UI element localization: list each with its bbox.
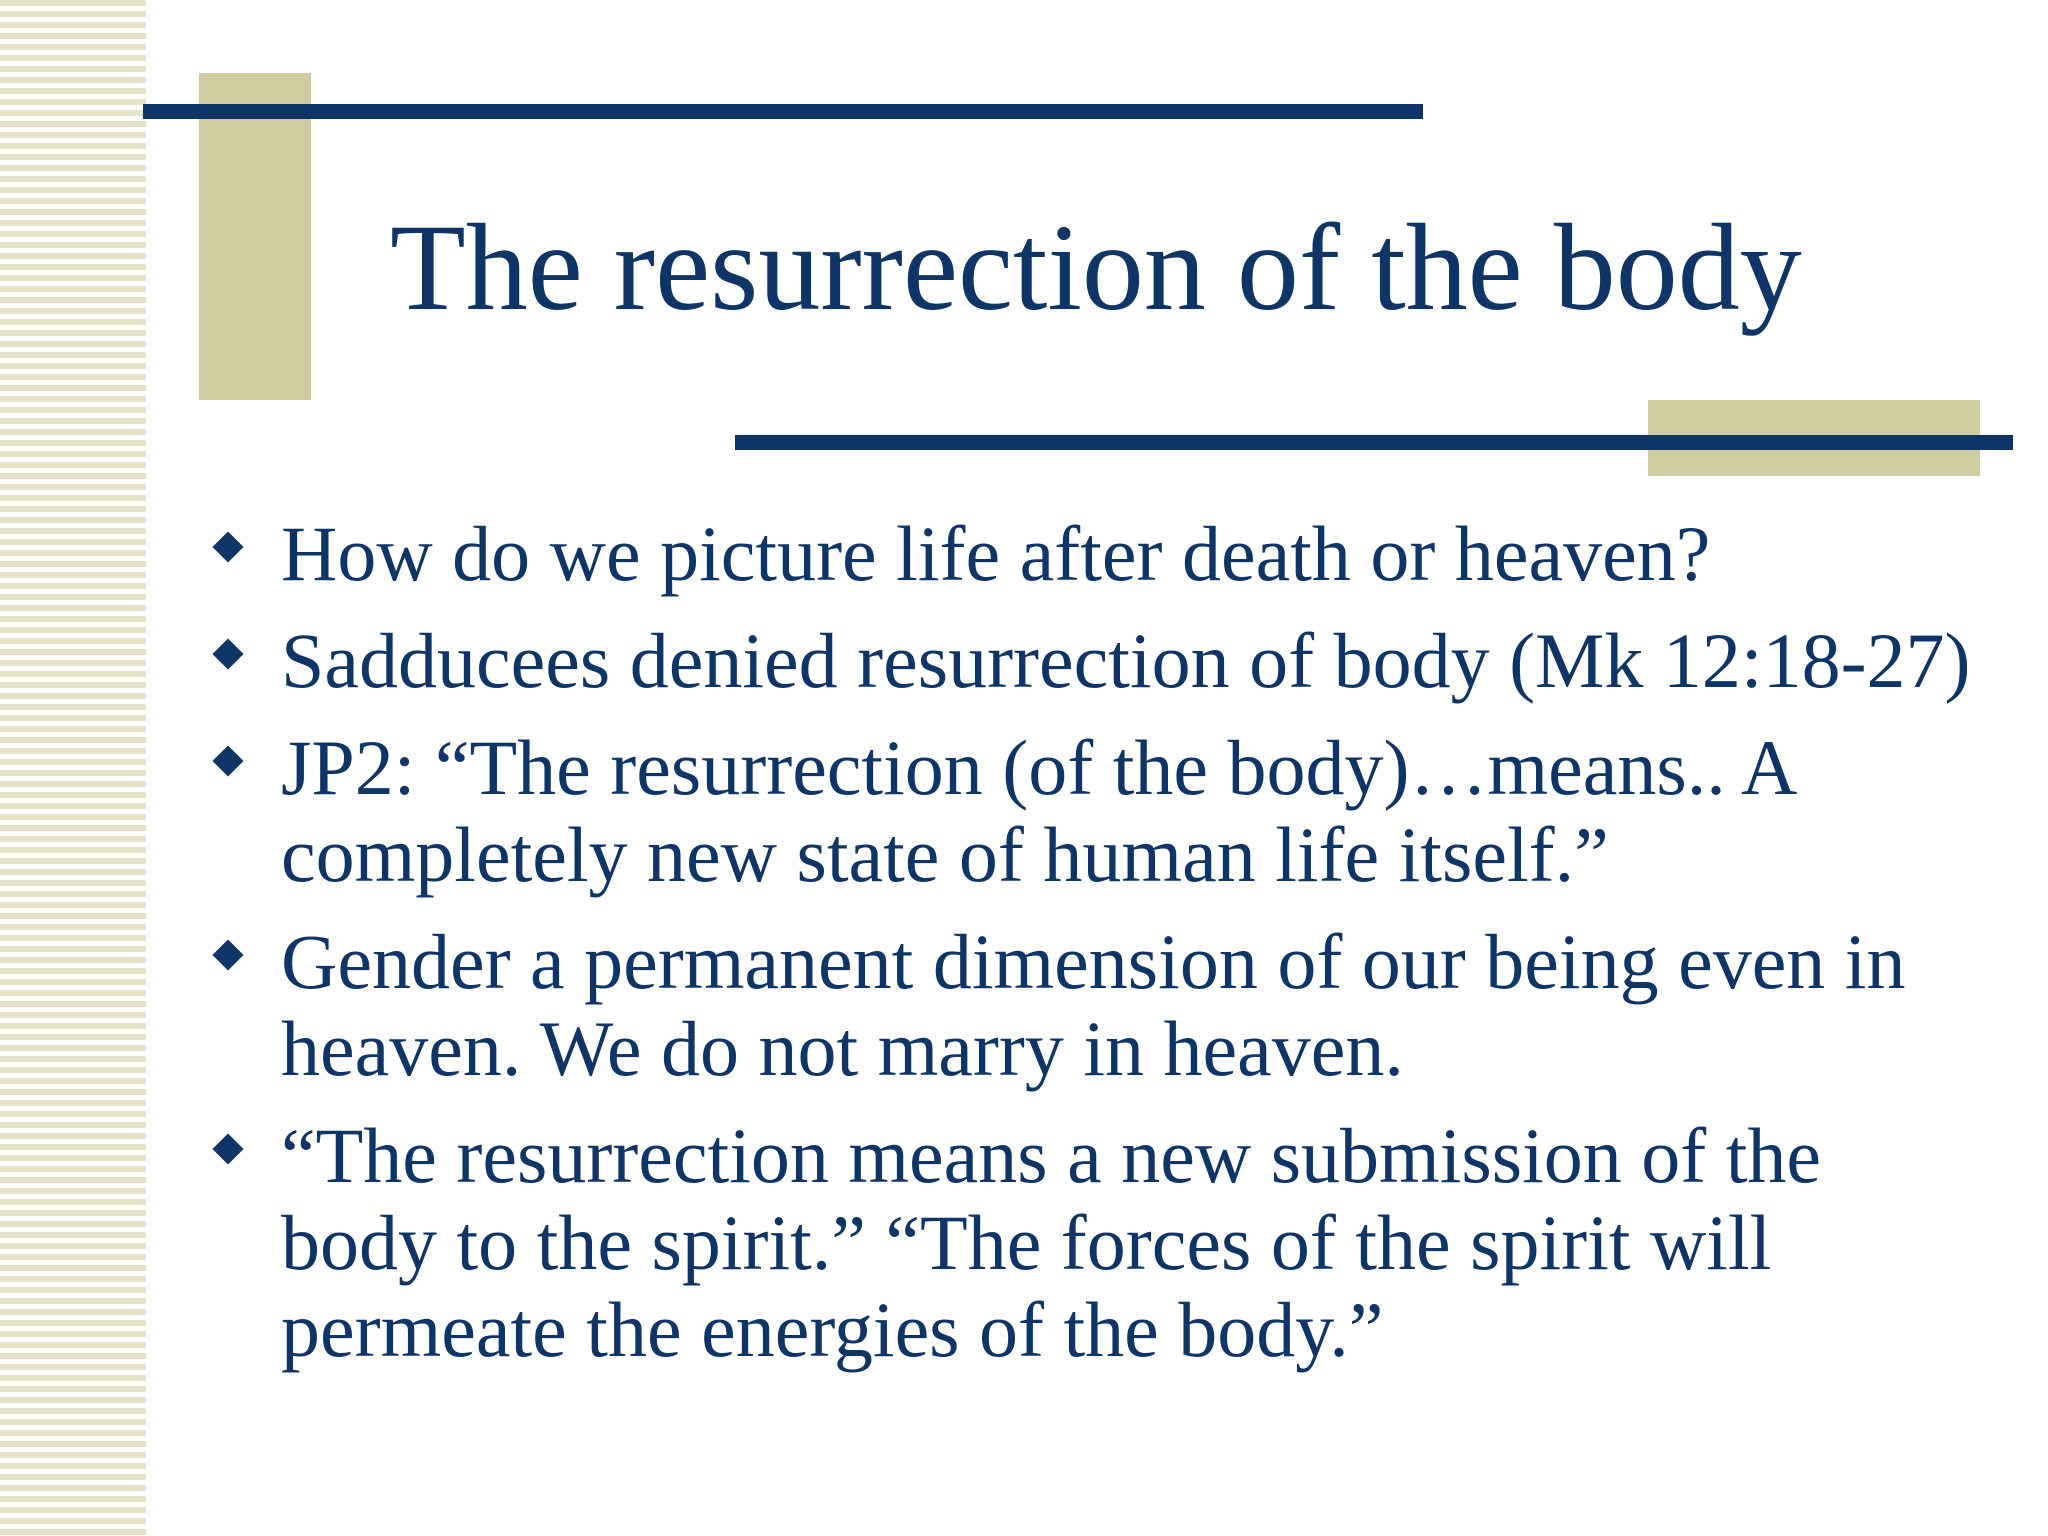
left-stripe-decoration: [0, 0, 146, 1536]
diamond-icon: [212, 1133, 243, 1164]
slide-title: The resurrection of the body: [390, 199, 1802, 336]
title-rule-top: [143, 104, 1423, 119]
title-rule-bottom: [735, 435, 2013, 450]
bullet-item: [200, 1112, 1990, 1373]
bullet-text: Gender a permanent dimension of our being even in heaven. We do not marry in heaven.: [281, 918, 1906, 1092]
bullet-item: [200, 724, 1990, 898]
diamond-icon: [212, 939, 243, 970]
diamond-icon: [212, 531, 243, 562]
bullet-text: “The resurrection means a new submission of the body to the spirit.” “The forces of the spirit will permeate the energies of the body.”: [281, 1112, 1822, 1373]
bullet-item: [200, 918, 1990, 1092]
bullet-item: [200, 510, 1990, 597]
bullet-text: How do we picture life after death or heaven?: [281, 510, 1711, 597]
accent-block-top-left: [199, 73, 311, 400]
diamond-icon: [212, 638, 243, 669]
bullet-text: Sadducees denied resurrection of body (Mk 12:18-27): [281, 617, 1971, 704]
bullet-text: JP2: “The resurrection (of the body)…means.. A completely new state of human life itself.”: [281, 724, 1793, 898]
diamond-icon: [212, 745, 243, 776]
bullet-item: [200, 617, 1990, 704]
bullet-list: [200, 510, 1990, 1393]
